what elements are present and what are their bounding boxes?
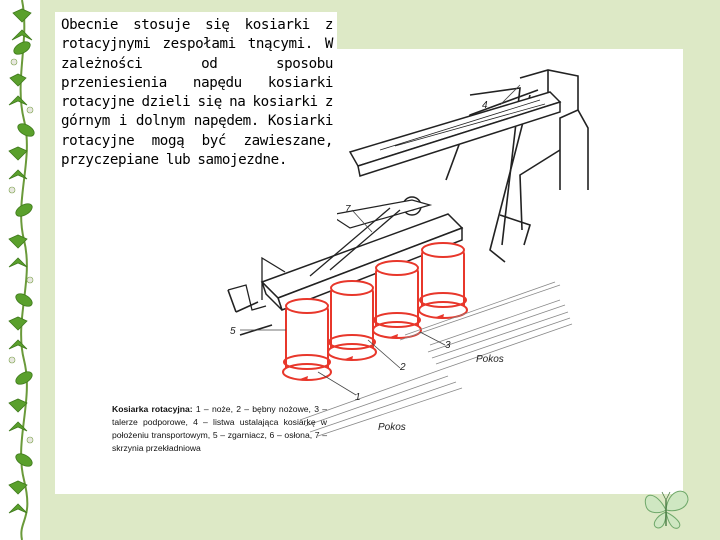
butterfly-icon bbox=[638, 486, 694, 532]
leaf-vine-icon bbox=[0, 0, 60, 540]
main-beam bbox=[350, 92, 560, 176]
part-label-4: 4 bbox=[482, 100, 488, 111]
caption-text: 1 – noże, 2 – bębny nożowe, 3 – talerze podporowe, 4 – listwa ustalająca kosiarkę w położeniu transportowym, 5 – zgarniacz, 6 – osłona, 7 – skrzynia przekładniowa bbox=[112, 404, 328, 453]
figure-caption bbox=[112, 403, 327, 455]
part-label-7: 7 bbox=[345, 204, 351, 215]
caption-label: Kosiarka rotacyjna: bbox=[112, 404, 193, 414]
part-label-3: 3 bbox=[445, 340, 451, 351]
hitch-frame bbox=[446, 70, 588, 262]
part-label-5: 5 bbox=[230, 326, 236, 337]
pokos-label-bottom: Pokos bbox=[378, 422, 406, 433]
body-text: Obecnie stosuje się kosiarki z rotacyjnymi zespołami tnącymi. W zależności od sposobu przeniesienia napędu kosiarki rotacyjne dzieli się na kosiarki z górnym i dolnym napędem. Kosiarki rotacyjne mogą być zawieszane, przyczepiane lub samojezdne. bbox=[61, 17, 333, 169]
text-box bbox=[55, 12, 337, 242]
part-label-1: 1 bbox=[355, 392, 361, 403]
pokos-label-top: Pokos bbox=[476, 354, 504, 365]
part-label-2: 2 bbox=[400, 362, 406, 373]
